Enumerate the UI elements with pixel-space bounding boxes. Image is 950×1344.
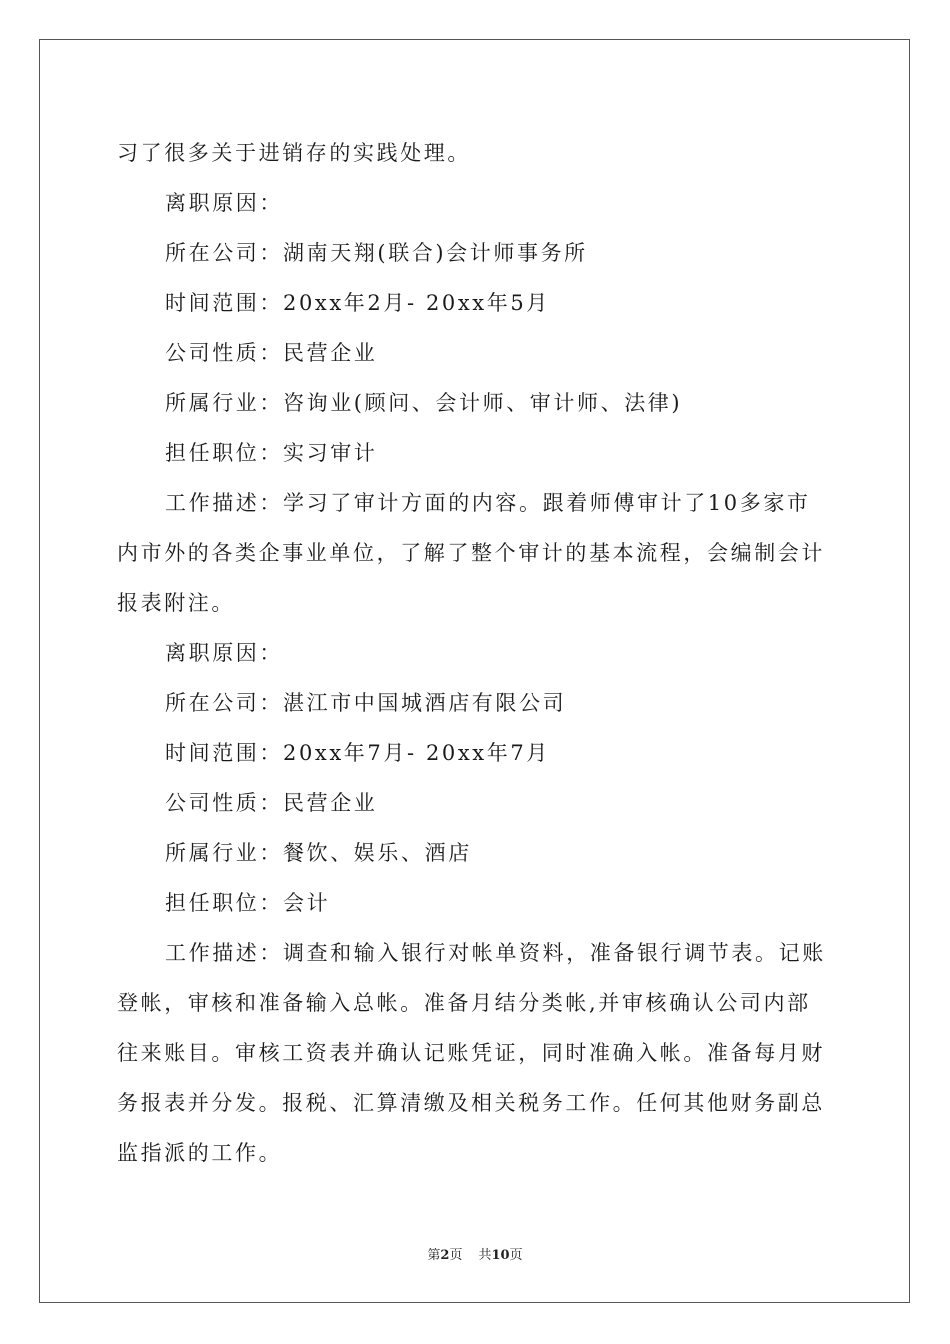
page-footer (0, 1247, 950, 1265)
body-line: 公司性质：民营企业 (165, 341, 378, 365)
body-line: 工作描述：调查和输入银行对帐单资料，准备银行调节表。记账 (165, 941, 826, 965)
total-prefix: 共 (478, 1248, 492, 1263)
document-body (117, 128, 837, 1178)
body-line: 监指派的工作。 (117, 1141, 283, 1165)
body-line: 时间范围：20xx年2月- 20xx年5月 (165, 291, 550, 315)
body-line: 公司性质：民营企业 (165, 791, 378, 815)
body-line: 登帐，审核和准备输入总帐。准备月结分类帐,并审核确认公司内部 (117, 991, 811, 1015)
body-line: 报表附注。 (117, 591, 235, 615)
body-line: 所在公司：湛江市中国城酒店有限公司 (165, 691, 567, 715)
body-line: 往来账目。审核工资表并确认记账凭证，同时准确入帐。准备每月财 (117, 1041, 825, 1065)
total-suffix: 页 (509, 1248, 523, 1263)
body-line: 内市外的各类企事业单位，了解了整个审计的基本流程，会编制会计 (117, 541, 825, 565)
body-line: 担任职位：实习审计 (165, 441, 378, 465)
body-line: 务报表并分发。报税、汇算清缴及相关税务工作。任何其他财务副总 (117, 1091, 825, 1115)
page-number: 2 (440, 1248, 450, 1263)
body-line: 所在公司：湖南天翔(联合)会计师事务所 (165, 241, 588, 265)
body-line: 离职原因： (165, 641, 283, 665)
body-line: 习了很多关于进销存的实践处理。 (117, 141, 471, 165)
body-line: 所属行业：餐饮、娱乐、酒店 (165, 841, 472, 865)
body-line: 离职原因： (165, 191, 283, 215)
total-pages: 10 (491, 1248, 510, 1263)
body-line: 工作描述：学习了审计方面的内容。跟着师傅审计了10多家市 (165, 491, 811, 515)
body-line: 时间范围：20xx年7月- 20xx年7月 (165, 741, 550, 765)
page-prefix: 第 (427, 1248, 441, 1263)
body-line: 所属行业：咨询业(顾问、会计师、审计师、法律) (165, 391, 683, 415)
body-line: 担任职位：会计 (165, 891, 331, 915)
page-suffix: 页 (449, 1248, 463, 1263)
